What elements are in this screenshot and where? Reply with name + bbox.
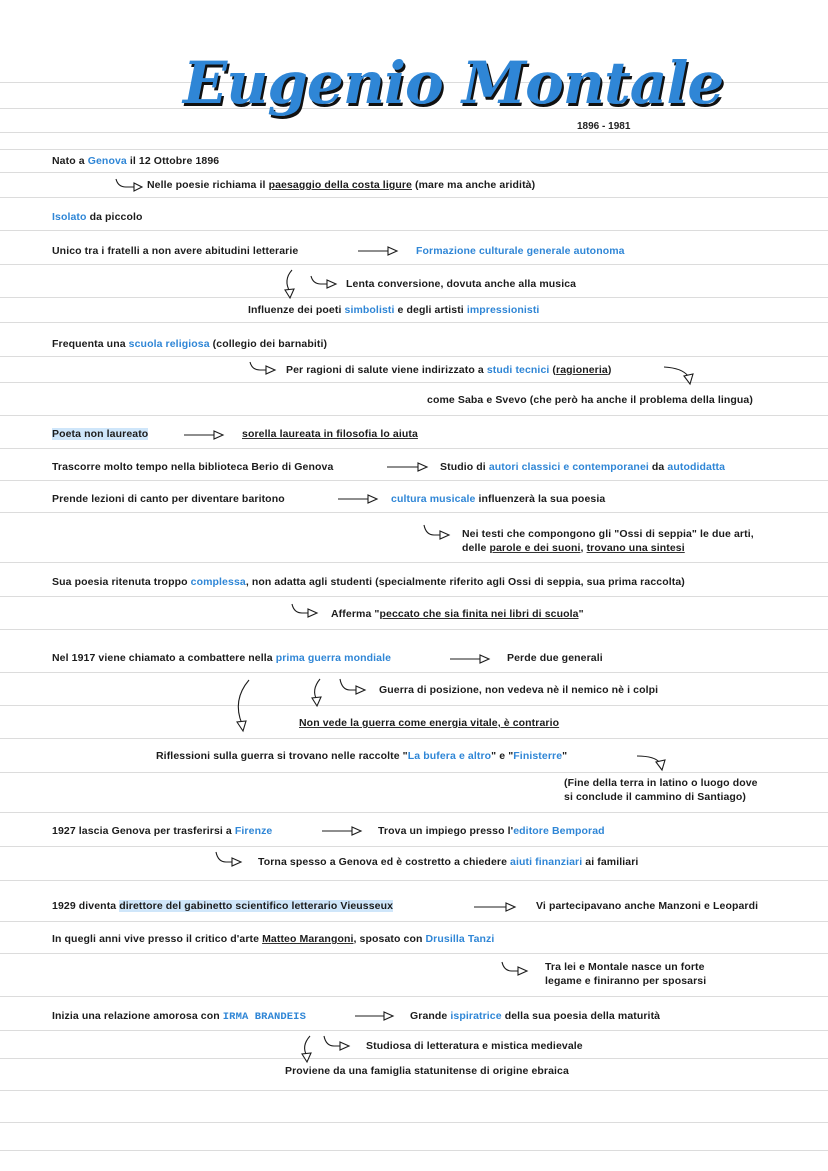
note-line: [52, 933, 494, 946]
note-text: ": [578, 608, 584, 620]
hook-arrow-icon: [324, 1036, 349, 1050]
highlighted-text: direttore del gabinetto scientifico letterario Vieusseux: [119, 900, 394, 912]
note-text: ,: [580, 542, 587, 554]
note-line: [391, 493, 605, 506]
right-arrow-icon: [184, 431, 223, 439]
keyword: prima guerra mondiale: [275, 652, 392, 664]
keyword: aiuti finanziari: [510, 856, 583, 868]
keyword: Isolato: [52, 211, 87, 223]
note-line: [156, 750, 567, 763]
note-line: [52, 576, 685, 589]
note-text: (mare ma anche aridità): [412, 179, 536, 191]
note-text: " e ": [491, 750, 514, 762]
underlined-text: Matteo Marangoni: [262, 933, 354, 945]
keyword: simbolisti: [344, 304, 395, 316]
life-dates: 1896 - 1981: [577, 121, 631, 132]
right-arrow-icon: [450, 655, 489, 663]
note-text: Nato a: [52, 155, 88, 167]
note-line: [52, 245, 298, 258]
note-line: [410, 1010, 660, 1023]
note-line: [52, 652, 391, 665]
note-text: Grande: [410, 1010, 451, 1022]
down-arrow-icon: [302, 1036, 311, 1062]
hook-arrow-icon: [424, 525, 449, 539]
note-line: [52, 338, 327, 351]
keyword: impressionisti: [466, 304, 540, 316]
note-line: Perde due generali: [507, 652, 603, 664]
note-line: Guerra di posizione, non vedeva nè il nemico nè i colpi: [379, 684, 659, 696]
hook-arrow-icon: [311, 276, 336, 288]
note-line: [52, 155, 219, 168]
note-text: Per ragioni di salute viene indirizzato a: [286, 364, 487, 376]
note-line: legame e finiranno per sposarsi: [545, 975, 707, 987]
hook-arrow-icon: [116, 179, 142, 191]
note-line: Proviene da una famiglia statunitense di origine ebraica: [285, 1065, 569, 1077]
note-line: [299, 717, 559, 730]
note-line: [331, 608, 584, 621]
right-arrow-icon: [355, 1012, 393, 1020]
note-line: Prende lezioni di canto per diventare baritono: [52, 493, 285, 505]
keyword: complessa: [190, 576, 246, 588]
page-title: Eugenio Montale: [183, 49, 724, 117]
note-text: Torna spesso a Genova ed è costretto a chiedere: [258, 856, 511, 868]
underlined-text: paesaggio della costa ligure: [268, 179, 412, 191]
hook-arrow-icon: [502, 962, 527, 975]
note-line: [52, 428, 148, 441]
note-text: della sua poesia della maturità: [501, 1010, 661, 1022]
keyword: studi tecnici: [486, 364, 550, 376]
note-line: [242, 428, 418, 441]
note-text: , non adatta agli studenti (specialmente riferito agli Ossi di seppia, sua prima raccolta): [245, 576, 685, 588]
note-text: influenzerà la sua poesia: [475, 493, 606, 505]
note-text: 1927 lascia Genova per trasferirsi a: [52, 825, 235, 837]
curved-arrow-icon: [664, 367, 693, 384]
note-line: [248, 304, 539, 317]
keyword: Genova: [87, 155, 127, 167]
underlined-text: ragioneria: [556, 364, 608, 376]
note-line: [440, 461, 725, 474]
down-arrow-icon: [312, 679, 321, 706]
note-text: Afferma ": [331, 608, 380, 620]
note-text: da piccolo: [86, 211, 143, 223]
keyword: Finisterre: [513, 750, 563, 762]
right-arrow-icon: [474, 903, 515, 911]
note-line: [52, 825, 272, 838]
keyword: IRMA BRANDEIS: [222, 1011, 306, 1023]
right-arrow-icon: [322, 827, 361, 835]
hook-arrow-icon: [340, 679, 365, 694]
underlined-text: sorella laureata in filosofia lo aiuta: [242, 428, 418, 440]
note-text: (: [549, 364, 557, 376]
keyword: Firenze: [234, 825, 273, 837]
note-line: [462, 542, 685, 555]
note-text: e degli artisti: [394, 304, 467, 316]
hook-arrow-icon: [216, 852, 241, 866]
note-text: , sposato con: [353, 933, 426, 945]
keyword: autori classici e contemporanei: [488, 461, 649, 473]
keyword: scuola religiosa: [128, 338, 210, 350]
underlined-text: Non vede la guerra come energia vitale, è contrario: [299, 717, 560, 729]
right-arrow-icon: [338, 495, 377, 503]
note-line: (Fine della terra in latino o luogo dove: [564, 777, 758, 789]
note-line: [52, 1010, 306, 1024]
note-line: [52, 900, 393, 913]
keyword: ispiratrice: [450, 1010, 502, 1022]
note-line: Trascorre molto tempo nella biblioteca Berio di Genova: [52, 461, 334, 473]
note-text: 1929 diventa: [52, 900, 120, 912]
down-arrow-icon: [285, 270, 294, 298]
note-line: Studiosa di letteratura e mistica medievale: [366, 1040, 583, 1052]
note-line: [147, 179, 535, 192]
right-arrow-icon: [358, 247, 397, 255]
underlined-text: parole e dei suoni: [489, 542, 581, 554]
note-text: In quegli anni vive presso il critico d'arte: [52, 933, 263, 945]
note-line: come Saba e Svevo (che però ha anche il problema della lingua): [427, 394, 753, 406]
right-arrow-icon: [387, 463, 427, 471]
note-line: Nei testi che compongono gli "Ossi di seppia" le due arti,: [462, 528, 754, 540]
hook-arrow-icon: [292, 604, 317, 617]
note-line: Vi partecipavano anche Manzoni e Leopardi: [536, 900, 759, 912]
note-text: delle: [462, 542, 490, 554]
note-text: Trova un impiego presso l': [378, 825, 514, 837]
note-text: (collegio dei barnabiti): [209, 338, 328, 350]
note-text: Inizia una relazione amorosa con: [52, 1010, 223, 1022]
keyword: La bufera e altro: [407, 750, 492, 762]
note-line: [378, 825, 605, 838]
note-text: da: [648, 461, 668, 473]
note-text: il 12 Ottobre 1896: [126, 155, 220, 167]
hook-arrow-icon: [250, 362, 275, 374]
note-text: Unico tra i fratelli a non avere abitudini letterarie: [52, 245, 299, 257]
note-text: Sua poesia ritenuta troppo: [52, 576, 191, 588]
note-text: Frequenta una: [52, 338, 129, 350]
note-text: Nel 1917 viene chiamato a combattere nella: [52, 652, 276, 664]
highlighted-text: Poeta non laureato: [52, 428, 149, 440]
underlined-text: peccato che sia finita nei libri di scuola: [379, 608, 579, 620]
keyword: editore Bemporad: [513, 825, 605, 837]
note-text: Riflessioni sulla guerra si trovano nelle raccolte ": [156, 750, 408, 762]
note-line: si conclude il cammino di Santiago): [564, 791, 747, 803]
keyword: autodidatta: [667, 461, 726, 473]
keyword: cultura musicale: [391, 493, 476, 505]
note-text: Studio di: [440, 461, 489, 473]
keyword: Drusilla Tanzi: [425, 933, 495, 945]
note-line: [258, 856, 638, 869]
note-line: [52, 211, 143, 224]
note-text: ": [562, 750, 568, 762]
note-text: Influenze dei poeti: [248, 304, 345, 316]
curved-arrow-icon: [237, 680, 249, 731]
note-line: Formazione culturale generale autonoma: [416, 245, 625, 257]
note-text: Nelle poesie richiama il: [147, 179, 269, 191]
note-line: Tra lei e Montale nasce un forte: [545, 961, 705, 973]
note-line: [286, 364, 611, 377]
note-text: ai familiari: [582, 856, 639, 868]
curved-arrow-icon: [637, 756, 665, 770]
underlined-text: trovano una sintesi: [586, 542, 685, 554]
note-line: Lenta conversione, dovuta anche alla musica: [346, 278, 577, 290]
note-text: ): [607, 364, 612, 376]
